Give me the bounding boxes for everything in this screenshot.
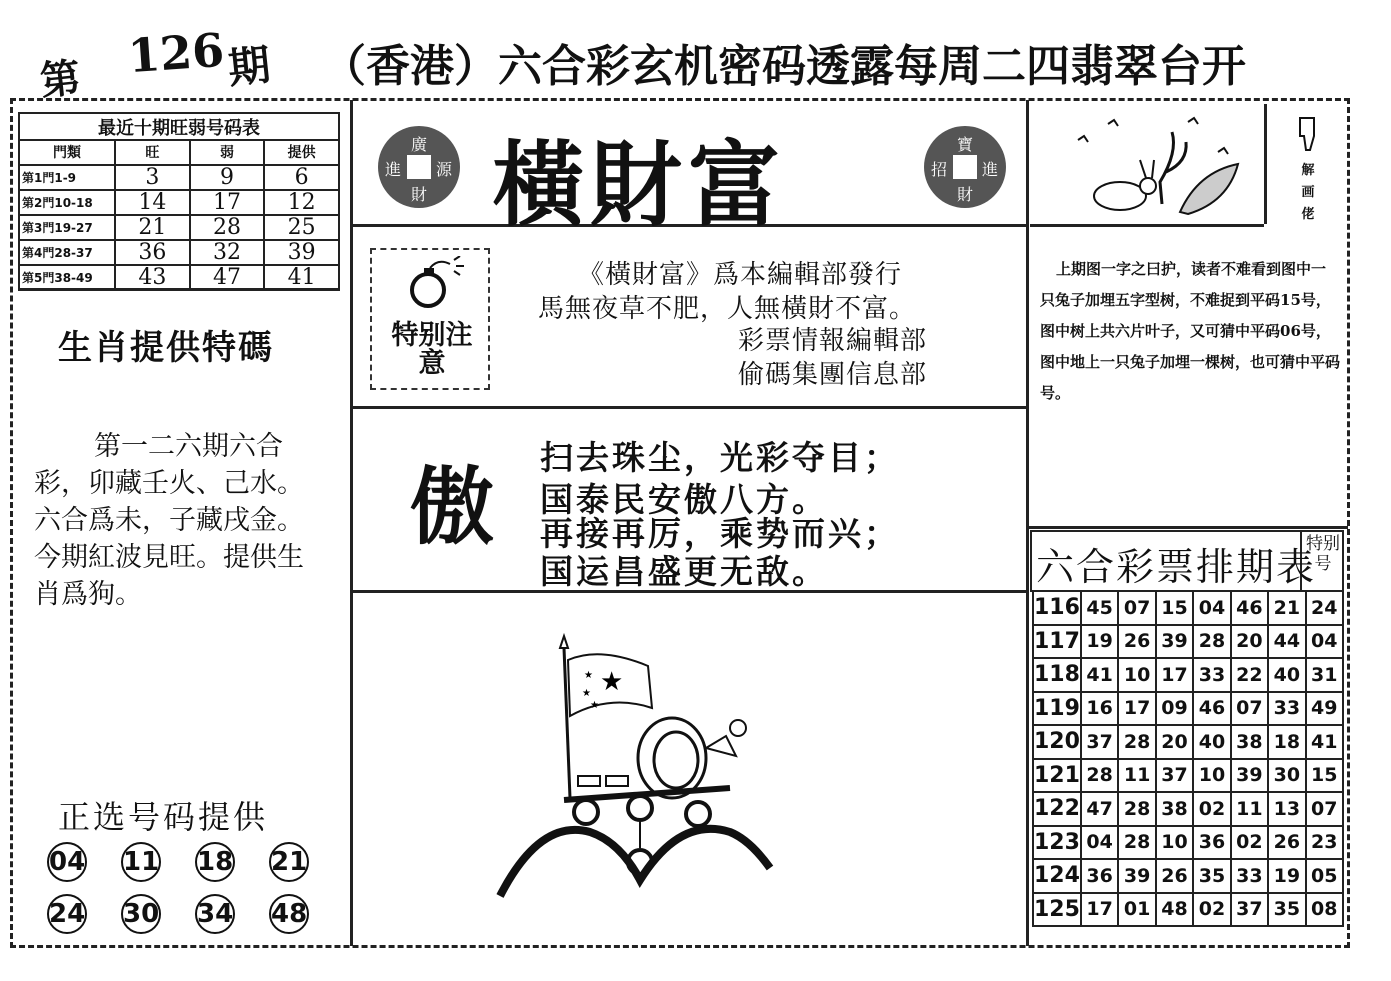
divider-right: [1026, 100, 1029, 946]
jiehua-label: 解画佬: [1301, 163, 1315, 222]
table-row: [1033, 692, 1343, 726]
table-row: [19, 190, 339, 215]
number-cell: 40: [1268, 658, 1305, 692]
cell: 17: [190, 190, 265, 215]
number-cell: 21: [1268, 591, 1305, 625]
table-row: [1033, 893, 1343, 927]
poem-line: 国运昌盛更无敌。: [540, 552, 828, 591]
number-cell: 19: [1268, 859, 1305, 893]
number-cell: 38: [1156, 792, 1193, 826]
cell: 25: [264, 215, 339, 240]
page-title: （香港）六合彩玄机密码透露每周二四翡翠台开: [322, 41, 1246, 92]
cell: 43: [115, 265, 190, 290]
cell: 32: [190, 240, 265, 265]
cell: 36: [115, 240, 190, 265]
issue-cell: 121: [1033, 759, 1081, 793]
number-cell: 10: [1156, 826, 1193, 860]
number-cell: 01: [1118, 893, 1155, 927]
intro-line: 偷碼集團信息部: [738, 360, 928, 390]
number-ball: 21: [269, 842, 309, 882]
issue-cell: 124: [1033, 859, 1081, 893]
bomb-icon: [404, 256, 480, 312]
number-cell: 11: [1118, 759, 1155, 793]
issue-cell: 119: [1033, 692, 1081, 726]
table-row: [1033, 759, 1343, 793]
number-cell: 02: [1193, 792, 1230, 826]
special-number-cell: 15: [1306, 759, 1343, 793]
number-cell: 07: [1118, 591, 1155, 625]
schedule-special-label: 特别号: [1306, 534, 1340, 574]
number-cell: 33: [1193, 658, 1230, 692]
table-row: [1033, 826, 1343, 860]
number-cell: 10: [1118, 658, 1155, 692]
special-number-cell: 08: [1306, 893, 1343, 927]
poem-line: 国泰民安傲八方。: [540, 480, 828, 519]
number-cell: 36: [1193, 826, 1230, 860]
issue-cell: 125: [1033, 893, 1081, 927]
number-cell: 02: [1193, 893, 1230, 927]
number-cell: 33: [1231, 859, 1268, 893]
cell: 12: [264, 190, 339, 215]
number-cell: 04: [1193, 591, 1230, 625]
row-label: 第5門38-49: [19, 265, 115, 290]
number-cell: 46: [1193, 692, 1230, 726]
notice-label: 特别注意: [391, 320, 473, 379]
number-cell: 26: [1118, 625, 1155, 659]
table-header: 旺: [115, 140, 190, 165]
number-cell: 39: [1156, 625, 1193, 659]
svg-text:★: ★: [582, 688, 591, 699]
special-number-cell: 41: [1306, 725, 1343, 759]
divider-mid-2: [352, 406, 1026, 409]
table-row: [1033, 859, 1343, 893]
number-cell: 17: [1081, 893, 1118, 927]
table-row: [1033, 625, 1343, 659]
poem-line: 扫去珠尘，光彩夺目；: [540, 438, 900, 477]
number-cell: 15: [1156, 591, 1193, 625]
coin-char: 廣: [410, 135, 427, 154]
coin-char: 進: [981, 160, 998, 179]
recent-table-caption: 最近十期旺弱号码表: [98, 118, 260, 139]
coin-char: 進: [384, 160, 401, 179]
number-cell: 28: [1118, 725, 1155, 759]
divider-right-top: [1030, 224, 1264, 227]
table-header: 提供: [264, 140, 339, 165]
issue-cell: 123: [1033, 826, 1081, 860]
number-cell: 17: [1118, 692, 1155, 726]
issue-cell: 118: [1033, 658, 1081, 692]
number-cell: 35: [1193, 859, 1230, 893]
table-header: 門類: [19, 140, 115, 165]
coin-char: 寶: [956, 135, 973, 154]
number-cell: 18: [1268, 725, 1305, 759]
issue-cell: 120: [1033, 725, 1081, 759]
number-cell: 26: [1156, 859, 1193, 893]
number-cell: 36: [1081, 859, 1118, 893]
number-cell: 22: [1231, 658, 1268, 692]
table-row: [19, 215, 339, 240]
cell: 14: [115, 190, 190, 215]
coin-char: 財: [410, 185, 427, 204]
number-cell: 28: [1193, 625, 1230, 659]
number-cell: 28: [1118, 792, 1155, 826]
schedule-title: 六合彩票排期表: [1036, 545, 1317, 589]
number-cell: 44: [1268, 625, 1305, 659]
row-label: 第2門10-18: [19, 190, 115, 215]
row-label: 第4門28-37: [19, 240, 115, 265]
number-cell: 10: [1193, 759, 1230, 793]
number-cell: 47: [1081, 792, 1118, 826]
cell: 28: [190, 215, 265, 240]
table-row: [19, 240, 339, 265]
divider-right-mid: [1028, 526, 1348, 529]
pointing-hand-icon: [1294, 114, 1322, 154]
number-cell: 46: [1231, 591, 1268, 625]
number-cell: 39: [1118, 859, 1155, 893]
table-row: [1033, 658, 1343, 692]
table-row: [1033, 725, 1343, 759]
zhengxuan-title: 正选号码提供: [58, 798, 269, 836]
number-cell: 48: [1156, 893, 1193, 927]
number-cell: 30: [1268, 759, 1305, 793]
cell: 47: [190, 265, 265, 290]
issue-number: 126: [126, 22, 226, 84]
number-cell: 28: [1081, 759, 1118, 793]
special-number-cell: 07: [1306, 792, 1343, 826]
cell: 9: [190, 165, 265, 190]
hint-text: 上期图一字之曰护，读者不难看到图中一只兔子加埋五字型树，不难捉到平码15号，图中树上共六片叶子，又可猜中平码06号，图中地上一只兔子加埋一棵树，也可猜中平码号。: [1040, 260, 1341, 402]
cell: 41: [264, 265, 339, 290]
number-ball: 11: [121, 842, 161, 882]
coin-char: 源: [435, 160, 452, 179]
divider-right-pic: [1264, 104, 1267, 224]
special-number-cell: 49: [1306, 692, 1343, 726]
number-cell: 11: [1231, 792, 1268, 826]
intro-line: 《橫財富》爲本編輯部發行: [578, 260, 903, 290]
table-header: 弱: [190, 140, 265, 165]
issue-cell: 116: [1033, 591, 1081, 625]
intro-line: 彩票情報編輯部: [738, 326, 928, 356]
header-qi: 期: [225, 39, 273, 94]
number-cell: 28: [1118, 826, 1155, 860]
recent-table: [18, 139, 340, 291]
number-cell: 04: [1081, 826, 1118, 860]
number-cell: 40: [1193, 725, 1230, 759]
flag-cart-illustration: [480, 628, 780, 908]
number-cell: 16: [1081, 692, 1118, 726]
number-cell: 41: [1081, 658, 1118, 692]
row-label: 第1門1-9: [19, 165, 115, 190]
table-row: [1033, 792, 1343, 826]
number-cell: 09: [1156, 692, 1193, 726]
cell: 6: [264, 165, 339, 190]
shengxiao-title: 生肖提供特碼: [58, 328, 274, 368]
svg-text:★: ★: [584, 670, 593, 681]
number-cell: 45: [1081, 591, 1118, 625]
number-cell: 13: [1268, 792, 1305, 826]
issue-cell: 117: [1033, 625, 1081, 659]
cell: 3: [115, 165, 190, 190]
number-ball: 24: [47, 894, 87, 934]
logo-title: 橫財富: [492, 131, 787, 239]
number-cell: 07: [1231, 692, 1268, 726]
poem-char: 傲: [410, 458, 495, 556]
number-ball: 34: [195, 894, 235, 934]
special-number-cell: 24: [1306, 591, 1343, 625]
number-ball: 18: [195, 842, 235, 882]
special-number-cell: 23: [1306, 826, 1343, 860]
intro-line: 馬無夜草不肥，人無橫財不富。: [538, 294, 917, 324]
header-di: 第: [37, 54, 83, 105]
number-cell: 38: [1231, 725, 1268, 759]
special-number-cell: 04: [1306, 625, 1343, 659]
number-cell: 02: [1231, 826, 1268, 860]
coin-right: [924, 126, 1006, 208]
poem-line: 再接再厉，乘势而兴；: [540, 514, 900, 553]
rabbit-tree-illustration: [1068, 112, 1258, 220]
table-row: [19, 265, 339, 290]
table-row: [19, 165, 339, 190]
number-cell: 39: [1231, 759, 1268, 793]
number-cell: 20: [1156, 725, 1193, 759]
svg-text:★: ★: [600, 667, 624, 697]
cell: 39: [264, 240, 339, 265]
number-cell: 20: [1231, 625, 1268, 659]
table-row: [1033, 591, 1343, 625]
number-cell: 37: [1231, 893, 1268, 927]
svg-text:★: ★: [590, 700, 599, 711]
number-ball: 04: [47, 842, 87, 882]
special-number-cell: 31: [1306, 658, 1343, 692]
number-ball: 30: [121, 894, 161, 934]
coin-char: 財: [956, 185, 973, 204]
issue-cell: 122: [1033, 792, 1081, 826]
number-cell: 26: [1268, 826, 1305, 860]
schedule-table: [1032, 590, 1344, 927]
number-cell: 37: [1081, 725, 1118, 759]
coin-char: 招: [930, 160, 947, 179]
number-cell: 37: [1156, 759, 1193, 793]
row-label: 第3門19-27: [19, 215, 115, 240]
number-cell: 19: [1081, 625, 1118, 659]
special-number-cell: 05: [1306, 859, 1343, 893]
shengxiao-body: 第一二六期六合彩，卯藏壬火、己水。六合爲未，子藏戌金。今期紅波見旺。提供生肖爲狗。: [34, 431, 304, 610]
cell: 21: [115, 215, 190, 240]
number-cell: 33: [1268, 692, 1305, 726]
number-ball: 48: [269, 894, 309, 934]
coin-left: [378, 126, 460, 208]
number-cell: 17: [1156, 658, 1193, 692]
number-cell: 35: [1268, 893, 1305, 927]
